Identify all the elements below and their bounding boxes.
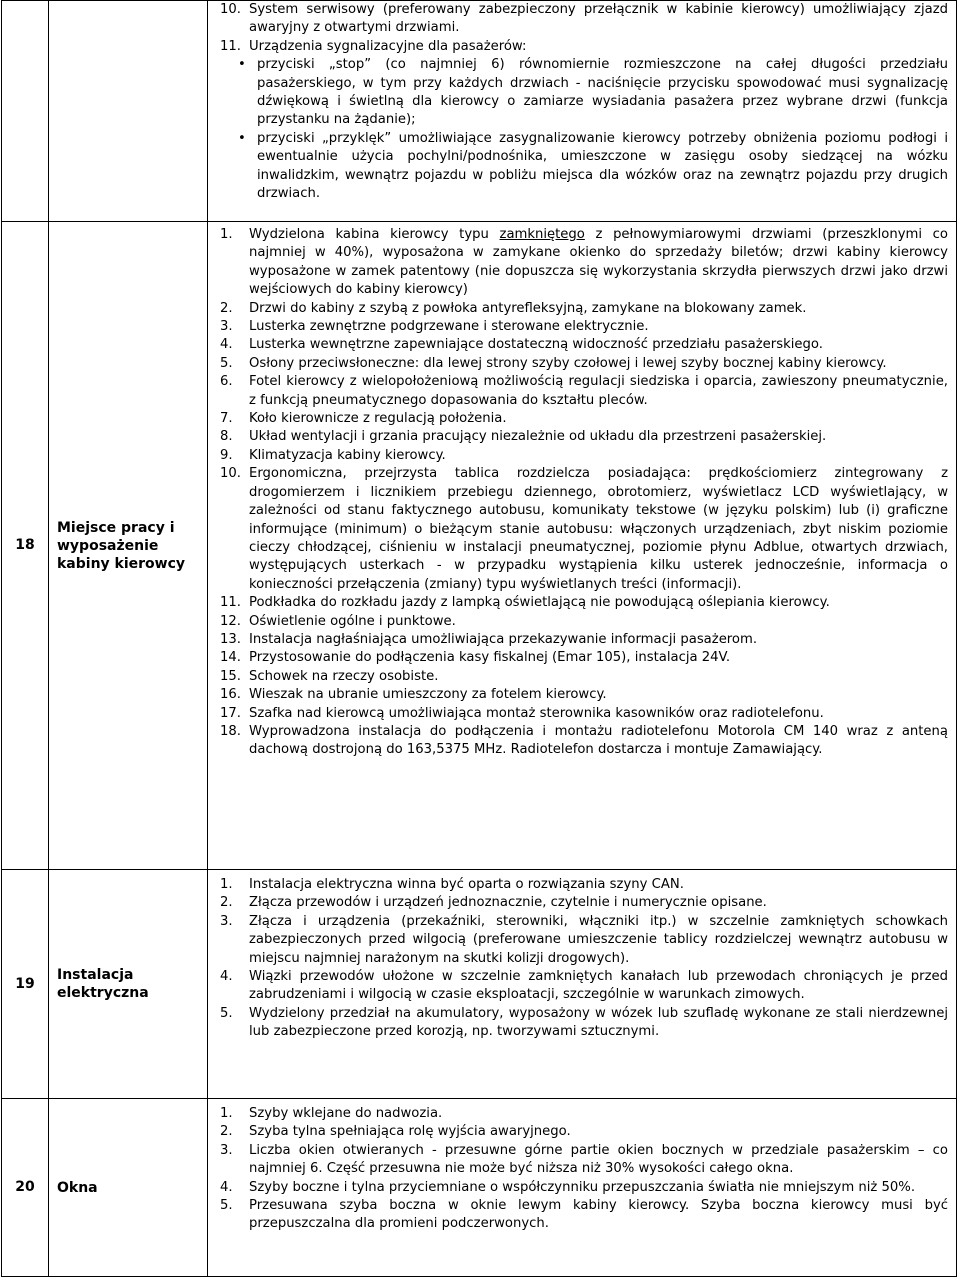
section-number: 20 xyxy=(2,1099,49,1277)
section-number: 19 xyxy=(2,870,49,1099)
item-number: 2. xyxy=(220,895,233,911)
item-text: Liczba okien otwieranych - przesuwne górne partie okien bocznych w przedziale pasażerskim – co najmniej 6. Część przesuwna nie może być niższa niż 30% wysokości całego okna. xyxy=(249,1142,948,1177)
list-item xyxy=(216,336,948,354)
item-number: 15. xyxy=(220,668,241,684)
item-number: 12. xyxy=(220,613,241,629)
item-number: 18. xyxy=(220,723,241,739)
item-number: 2. xyxy=(220,300,233,316)
item-text: Koło kierownicze z regulacją położenia. xyxy=(249,411,507,427)
bullet-icon: • xyxy=(238,130,246,146)
item-number: 7. xyxy=(220,411,233,427)
item-text: Podkładka do rozkładu jazdy z lampką oświetlającą nie powodującą oślepiania kierowcy. xyxy=(249,595,830,611)
list-item xyxy=(216,1,948,38)
item-number: 3. xyxy=(220,913,233,929)
item-text: Szafka nad kierowcą umożliwiająca montaż sterownika kasowników oraz radiotelefonu. xyxy=(249,705,824,721)
item-text: Wieszak na ubranie umieszczony za fotelem kierowcy. xyxy=(249,687,607,703)
item-text: Oświetlenie ogólne i punktowe. xyxy=(249,613,456,629)
item-number: 13. xyxy=(220,631,241,647)
section-content-cell xyxy=(208,1099,957,1277)
list-item xyxy=(216,1123,948,1141)
list-item xyxy=(216,1179,948,1197)
item-text: Szyba tylna spełniająca rolę wyjścia awaryjnego. xyxy=(249,1124,571,1140)
item-number: 10. xyxy=(220,2,241,17)
list-item xyxy=(216,300,948,318)
list-item xyxy=(216,465,948,594)
section-name: Instalacja elektryczna xyxy=(49,870,208,1099)
list-item xyxy=(216,1005,948,1042)
list-item xyxy=(216,38,948,56)
bullet-text: przyciski „przyklęk” umożliwiające zasygnalizowanie kierowcy potrzeby obniżenia poziomu podłogi i ewentualnie użycia pochylni/podnośnika, umieszczone w zasięgu osoby siedzącej na wózku inwalidzkim, wewnątrz pojazdu w pobliżu miejsca dla wózków oraz na zewnątrz pojazdu przy drugich drzwiach. xyxy=(257,130,948,202)
item-text: Wydzielony przedział na akumulatory, wyposażony w wózek lub szufladę wykonane ze stali nierdzewnej lub zabezpieczone przed korozją, np. tworzywami sztucznymi. xyxy=(249,1005,948,1040)
list-item xyxy=(216,447,948,465)
item-number: 6. xyxy=(220,374,233,390)
item-number: 10. xyxy=(220,466,241,482)
item-text: Szyby boczne i tylna przyciemniane o współczynniku przepuszczania światła nie mniejszym niż 50%. xyxy=(249,1179,916,1195)
item-number: 2. xyxy=(220,1124,233,1140)
bullet-icon: • xyxy=(238,57,246,73)
item-number: 1. xyxy=(220,877,233,892)
item-text: Złącza przewodów i urządzeń jednoznacznie, czytelnie i numerycznie opisane. xyxy=(249,895,767,911)
item-number: 17. xyxy=(220,705,241,721)
item-text xyxy=(249,226,948,300)
table-row-continuation xyxy=(2,1,957,222)
list-item xyxy=(216,913,948,968)
section-number-cell xyxy=(2,1,49,222)
item-number: 4. xyxy=(220,1179,233,1195)
item-number: 5. xyxy=(220,1005,233,1021)
section-name: Okna xyxy=(49,1099,208,1277)
list-item xyxy=(216,649,948,667)
item-number: 14. xyxy=(220,650,241,666)
table-row-18 xyxy=(2,222,957,870)
bullet-text: przyciski „stop” (co najmniej 6) równomiernie rozmieszczone na całej długości przedziału pasażerskiego, w tym przy każdych drzwiach - naciśnięcie przycisku spowodować musi sygnalizację dźwiękową i świetlną dla kierowcy o zamiarze wysiadania pasażera przez wybrane drzwi (funkcja przystanku na żądanie); xyxy=(257,57,948,128)
list-item xyxy=(216,373,948,410)
item-number: 11. xyxy=(220,595,241,611)
list-item xyxy=(216,686,948,704)
item-text-part: Wydzielona kabina kierowcy typu xyxy=(249,227,500,242)
section-content-cell xyxy=(208,1,957,222)
item-text: Ergonomiczna, przejrzysta tablica rozdzielcza posiadająca: prędkościomierz zintegrowany z drogomierzem i licznikiem przebiegu dziennego, obrotomierz, wyświetlacz LCD wyświetlający, w zależności od stanu faktycznego autobusu, komunikaty tekstowe (w języku polskim) lub (i) graficzne informujące (minimum) o bieżącym stanie autobusu: włączonych urządzeniach, zbyt niskim poziomie cieczy chłodzącej, ciśnieniu w instalacji pneumatycznej, poziomie płynu Adblue, otwartych drzwiach, występujących usterkach - w przypadku wystąpienia kilku usterek jednocześnie, informacja o konieczności przełączenia (zmiany) typu wyświetlanych treści (informacji). xyxy=(249,466,948,592)
list-item xyxy=(216,410,948,428)
item-text: Wyprowadzona instalacja do podłączenia i montażu radiotelefonu Motorola CM 140 wraz z anteną dachową dostrojoną do 163,5375 MHz. Radiotelefon dostarcza i montuje Zamawiający. xyxy=(249,723,948,758)
list-item xyxy=(216,355,948,373)
item-text: Urządzenia sygnalizacyjne dla pasażerów: xyxy=(249,38,527,54)
item-text: Lusterka zewnętrzne podgrzewane i sterowane elektrycznie. xyxy=(249,319,649,335)
list-item xyxy=(216,318,948,336)
item-list xyxy=(216,300,948,760)
item-text: Przesuwana szyba boczna w oknie lewym kabiny kierowcy. Szyba boczna kierowcy musi być przepuszczalna dla promieni podczerwonych. xyxy=(249,1198,948,1232)
item-number: 4. xyxy=(220,337,233,353)
section-content-cell xyxy=(208,222,957,870)
item-number: 5. xyxy=(220,1198,233,1214)
list-item xyxy=(216,876,948,894)
section-content-cell xyxy=(208,870,957,1099)
item-number: 4. xyxy=(220,969,233,985)
item-text: System serwisowy (preferowany zabezpieczony przełącznik w kabinie kierowcy) umożliwiający zjazd awaryjny z otwartymi drzwiami. xyxy=(249,2,948,36)
list-item xyxy=(216,1105,948,1123)
table-row-19 xyxy=(2,870,957,1099)
list-item xyxy=(216,968,948,1005)
list-item xyxy=(216,613,948,631)
item-text: Instalacja elektryczna winna być oparta o rozwiązania szyny CAN. xyxy=(249,877,684,892)
item-number: 1. xyxy=(220,1106,233,1121)
list-item xyxy=(216,723,948,760)
item-number: 3. xyxy=(220,319,233,335)
list-item xyxy=(216,594,948,612)
item-text: Fotel kierowcy z wielopołożeniową możliwością regulacji siedziska i oparcia, zawieszony pneumatycznie, z funkcją pneumatycznego dopasowania do kształtu pleców. xyxy=(249,374,948,408)
list-item xyxy=(216,1197,948,1234)
item-list xyxy=(216,1105,948,1234)
item-text: Schowek na rzeczy osobiste. xyxy=(249,668,439,684)
item-number: 11. xyxy=(220,38,241,54)
item-text: Instalacja nagłaśniająca umożliwiająca przekazywanie informacji pasażerom. xyxy=(249,631,758,647)
item-text: Klimatyzacja kabiny kierowcy. xyxy=(249,447,446,463)
item-text: Wiązki przewodów ułożone w szczelnie zamkniętych kanałach lub przewodach chroniących je przed zabrudzeniami i wilgocią w czasie eksploatacji, szczególnie w warunkach zimowych. xyxy=(249,969,948,1003)
item-text: Układ wentylacji i grzania pracujący niezależnie od układu dla przestrzeni pasażerskiej. xyxy=(249,429,827,445)
item-text: Przystosowanie do podłączenia kasy fiskalnej (Emar 105), instalacja 24V. xyxy=(249,650,731,666)
item-number: 16. xyxy=(220,687,241,703)
item-text: Szyby wklejane do nadwozia. xyxy=(249,1106,443,1121)
list-item xyxy=(216,1142,948,1179)
list-item xyxy=(216,705,948,723)
bullet-item xyxy=(216,56,948,130)
item-text: Lusterka wewnętrzne zapewniające dostateczną widoczność przedziału pasażerskiego. xyxy=(249,337,823,353)
list-item xyxy=(216,226,948,300)
item-list xyxy=(216,876,948,1042)
list-item xyxy=(216,668,948,686)
item-number: 5. xyxy=(220,355,233,371)
section-number: 18 xyxy=(2,222,49,870)
item-number: 8. xyxy=(220,429,233,445)
bullet-item xyxy=(216,130,948,204)
list-item xyxy=(216,894,948,912)
list-item xyxy=(216,428,948,446)
item-text: Osłony przeciwsłoneczne: dla lewej strony szyby czołowej i lewej szyby bocznej kabiny kierowcy. xyxy=(249,355,887,371)
item-number: 3. xyxy=(220,1142,233,1158)
section-name-cell xyxy=(49,1,208,222)
underlined-word: zamkniętego xyxy=(499,227,585,242)
item-text: Złącza i urządzenia (przekaźniki, sterowniki, włączniki itp.) w szczelnie zamkniętych schowkach zabezpieczonych przed wilgocią (preferowane umieszczenie tablicy rozdzielczej wewnątrz autobusu w miejscu najmniej narażonym na skutki kolizji drogowych). xyxy=(249,913,948,966)
table-row-20 xyxy=(2,1099,957,1277)
item-number: 1. xyxy=(220,227,233,242)
list-item xyxy=(216,631,948,649)
item-text: Drzwi do kabiny z szybą z powłoka antyrefleksyjną, zamykane na blokowany zamek. xyxy=(249,300,807,316)
specification-table xyxy=(1,0,957,1277)
item-text-part: z pełnowymiarowymi drzwiami (przeszklonymi co najmniej w 40%), wyposażona w zamykane okienko do sprzedaży biletów; drzwi kabiny kierowcy wyposażone w zamek patentowy (nie dopuszcza się wykorzystania skrzydła pierwszych drzwi jako drzwi wejściowych do kabiny kierowcy) xyxy=(249,227,948,298)
section-name: Miejsce pracy i wyposażenie kabiny kierowcy xyxy=(49,222,208,870)
item-number: 9. xyxy=(220,447,233,463)
